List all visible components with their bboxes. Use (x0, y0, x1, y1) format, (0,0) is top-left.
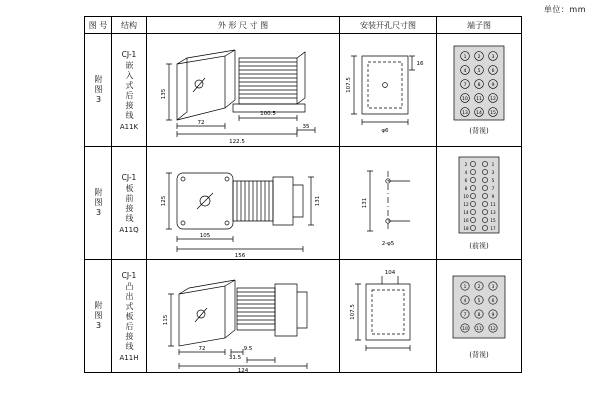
cell-dimension-3 (147, 260, 340, 373)
svg-text:1: 1 (463, 55, 467, 60)
svg-text:12: 12 (490, 327, 496, 332)
svg-text:8: 8 (477, 313, 481, 318)
structure-code-3: A11H (119, 353, 139, 362)
cell-terminal-3 (437, 260, 522, 373)
terminal-drawing-2 (437, 147, 521, 259)
svg-text:10: 10 (462, 97, 468, 102)
terminal-caption-1: (背视) (469, 127, 489, 135)
header-figure-no: 图 号 (85, 17, 112, 34)
svg-text:15: 15 (490, 218, 496, 223)
svg-text:2: 2 (477, 285, 481, 290)
structure-code-1: A11K (119, 122, 139, 131)
svg-text:18: 18 (463, 226, 469, 231)
figure-no-label-1: 附图3 (94, 74, 103, 106)
svg-text:122.5: 122.5 (229, 139, 245, 145)
svg-text:3: 3 (491, 170, 495, 175)
svg-text:4: 4 (463, 69, 467, 74)
svg-text:17: 17 (490, 226, 496, 231)
svg-text:φ6: φ6 (381, 128, 389, 134)
structure-model-2: CJ-1 (121, 172, 137, 182)
specification-table (84, 16, 522, 373)
unit-note: 单位：mm (543, 5, 586, 14)
header-terminal: 端子图 (437, 17, 522, 34)
svg-text:2: 2 (477, 55, 481, 60)
svg-text:131: 131 (315, 195, 321, 207)
svg-text:5: 5 (477, 299, 481, 304)
svg-text:105: 105 (199, 233, 211, 239)
svg-text:6: 6 (491, 299, 495, 304)
mounting-hole-drawing-3 (340, 260, 436, 372)
svg-text:100.5: 100.5 (260, 111, 276, 117)
cell-structure-2 (112, 147, 147, 260)
svg-text:125: 125 (161, 195, 167, 207)
svg-text:5: 5 (477, 69, 481, 74)
svg-text:12: 12 (463, 202, 469, 207)
svg-text:131: 131 (362, 197, 368, 209)
structure-text-3: 凸出式板后接线 (125, 281, 134, 352)
structure-model-1: CJ-1 (121, 49, 137, 59)
terminal-caption-3: (背视) (469, 351, 489, 359)
figure-no-label-2: 附图3 (94, 187, 103, 219)
terminal-drawing-3 (437, 260, 521, 372)
svg-text:2-φ5: 2-φ5 (381, 241, 395, 247)
structure-code-2: A11Q (119, 225, 139, 234)
svg-text:156: 156 (234, 253, 246, 259)
svg-text:4: 4 (464, 170, 468, 175)
terminal-drawing-1 (437, 34, 521, 146)
dimension-drawing-3 (147, 260, 339, 372)
header-outline-dimension: 外 形 尺 寸 图 (147, 17, 340, 34)
dimension-drawing-2 (147, 147, 339, 259)
svg-text:35: 35 (302, 124, 310, 130)
svg-text:7: 7 (463, 313, 467, 318)
structure-text-1: 嵌入式后接线 (125, 60, 134, 121)
cell-dimension-1 (147, 34, 340, 147)
svg-text:9.5: 9.5 (243, 346, 253, 352)
figure-no-label-3: 附图3 (94, 300, 103, 332)
svg-text:104: 104 (384, 270, 396, 276)
svg-text:9: 9 (491, 194, 495, 199)
svg-text:3: 3 (491, 55, 495, 60)
cell-figure-no-2 (85, 147, 112, 260)
svg-text:107.5: 107.5 (346, 77, 352, 93)
svg-text:107.5: 107.5 (350, 304, 356, 320)
table-row (85, 260, 522, 373)
svg-text:11: 11 (490, 202, 496, 207)
cell-mounting-hole-1 (340, 34, 437, 147)
svg-text:1: 1 (491, 162, 495, 167)
structure-model-3: CJ-1 (121, 270, 137, 280)
dimension-drawing-1 (147, 34, 339, 146)
svg-text:8: 8 (464, 186, 468, 191)
table-header-row (85, 17, 522, 34)
svg-text:72: 72 (198, 346, 206, 352)
svg-text:15: 15 (490, 111, 496, 116)
svg-text:14: 14 (463, 210, 469, 215)
svg-text:4: 4 (463, 299, 467, 304)
svg-text:16: 16 (416, 61, 424, 67)
cell-terminal-1 (437, 34, 522, 147)
cell-mounting-hole-2 (340, 147, 437, 260)
mounting-hole-drawing-1 (340, 34, 436, 146)
svg-text:6: 6 (491, 69, 495, 74)
structure-text-2: 板前接线 (125, 183, 134, 224)
svg-text:11: 11 (476, 97, 482, 102)
svg-text:124: 124 (237, 368, 249, 372)
svg-text:9: 9 (491, 313, 495, 318)
svg-text:14: 14 (476, 111, 482, 116)
cell-figure-no-1 (85, 34, 112, 147)
svg-text:13: 13 (490, 210, 496, 215)
svg-text:5: 5 (491, 178, 495, 183)
svg-text:8: 8 (477, 83, 481, 88)
svg-text:31.5: 31.5 (228, 355, 242, 361)
svg-text:6: 6 (464, 178, 468, 183)
header-mounting-hole: 安装开孔尺寸图 (340, 17, 437, 34)
header-structure: 结构 (112, 17, 147, 34)
mounting-hole-drawing-2 (340, 147, 436, 259)
cell-dimension-2 (147, 147, 340, 260)
table-row (85, 147, 522, 260)
terminal-caption-2: (前视) (469, 242, 489, 250)
cell-structure-3 (112, 260, 147, 373)
svg-text:11: 11 (476, 327, 482, 332)
svg-text:115: 115 (163, 314, 169, 326)
cell-mounting-hole-3 (340, 260, 437, 373)
svg-text:13: 13 (462, 111, 468, 116)
table-row (85, 34, 522, 147)
svg-text:10: 10 (463, 194, 469, 199)
cell-structure-1 (112, 34, 147, 147)
svg-text:135: 135 (161, 88, 167, 100)
svg-text:16: 16 (463, 218, 469, 223)
svg-text:1: 1 (463, 285, 467, 290)
svg-text:9: 9 (491, 83, 495, 88)
svg-text:2: 2 (464, 162, 468, 167)
svg-text:7: 7 (491, 186, 495, 191)
svg-text:12: 12 (490, 97, 496, 102)
svg-text:72: 72 (197, 120, 205, 126)
cell-terminal-2 (437, 147, 522, 260)
svg-text:3: 3 (491, 285, 495, 290)
svg-text:10: 10 (462, 327, 468, 332)
svg-text:7: 7 (463, 83, 467, 88)
cell-figure-no-3 (85, 260, 112, 373)
